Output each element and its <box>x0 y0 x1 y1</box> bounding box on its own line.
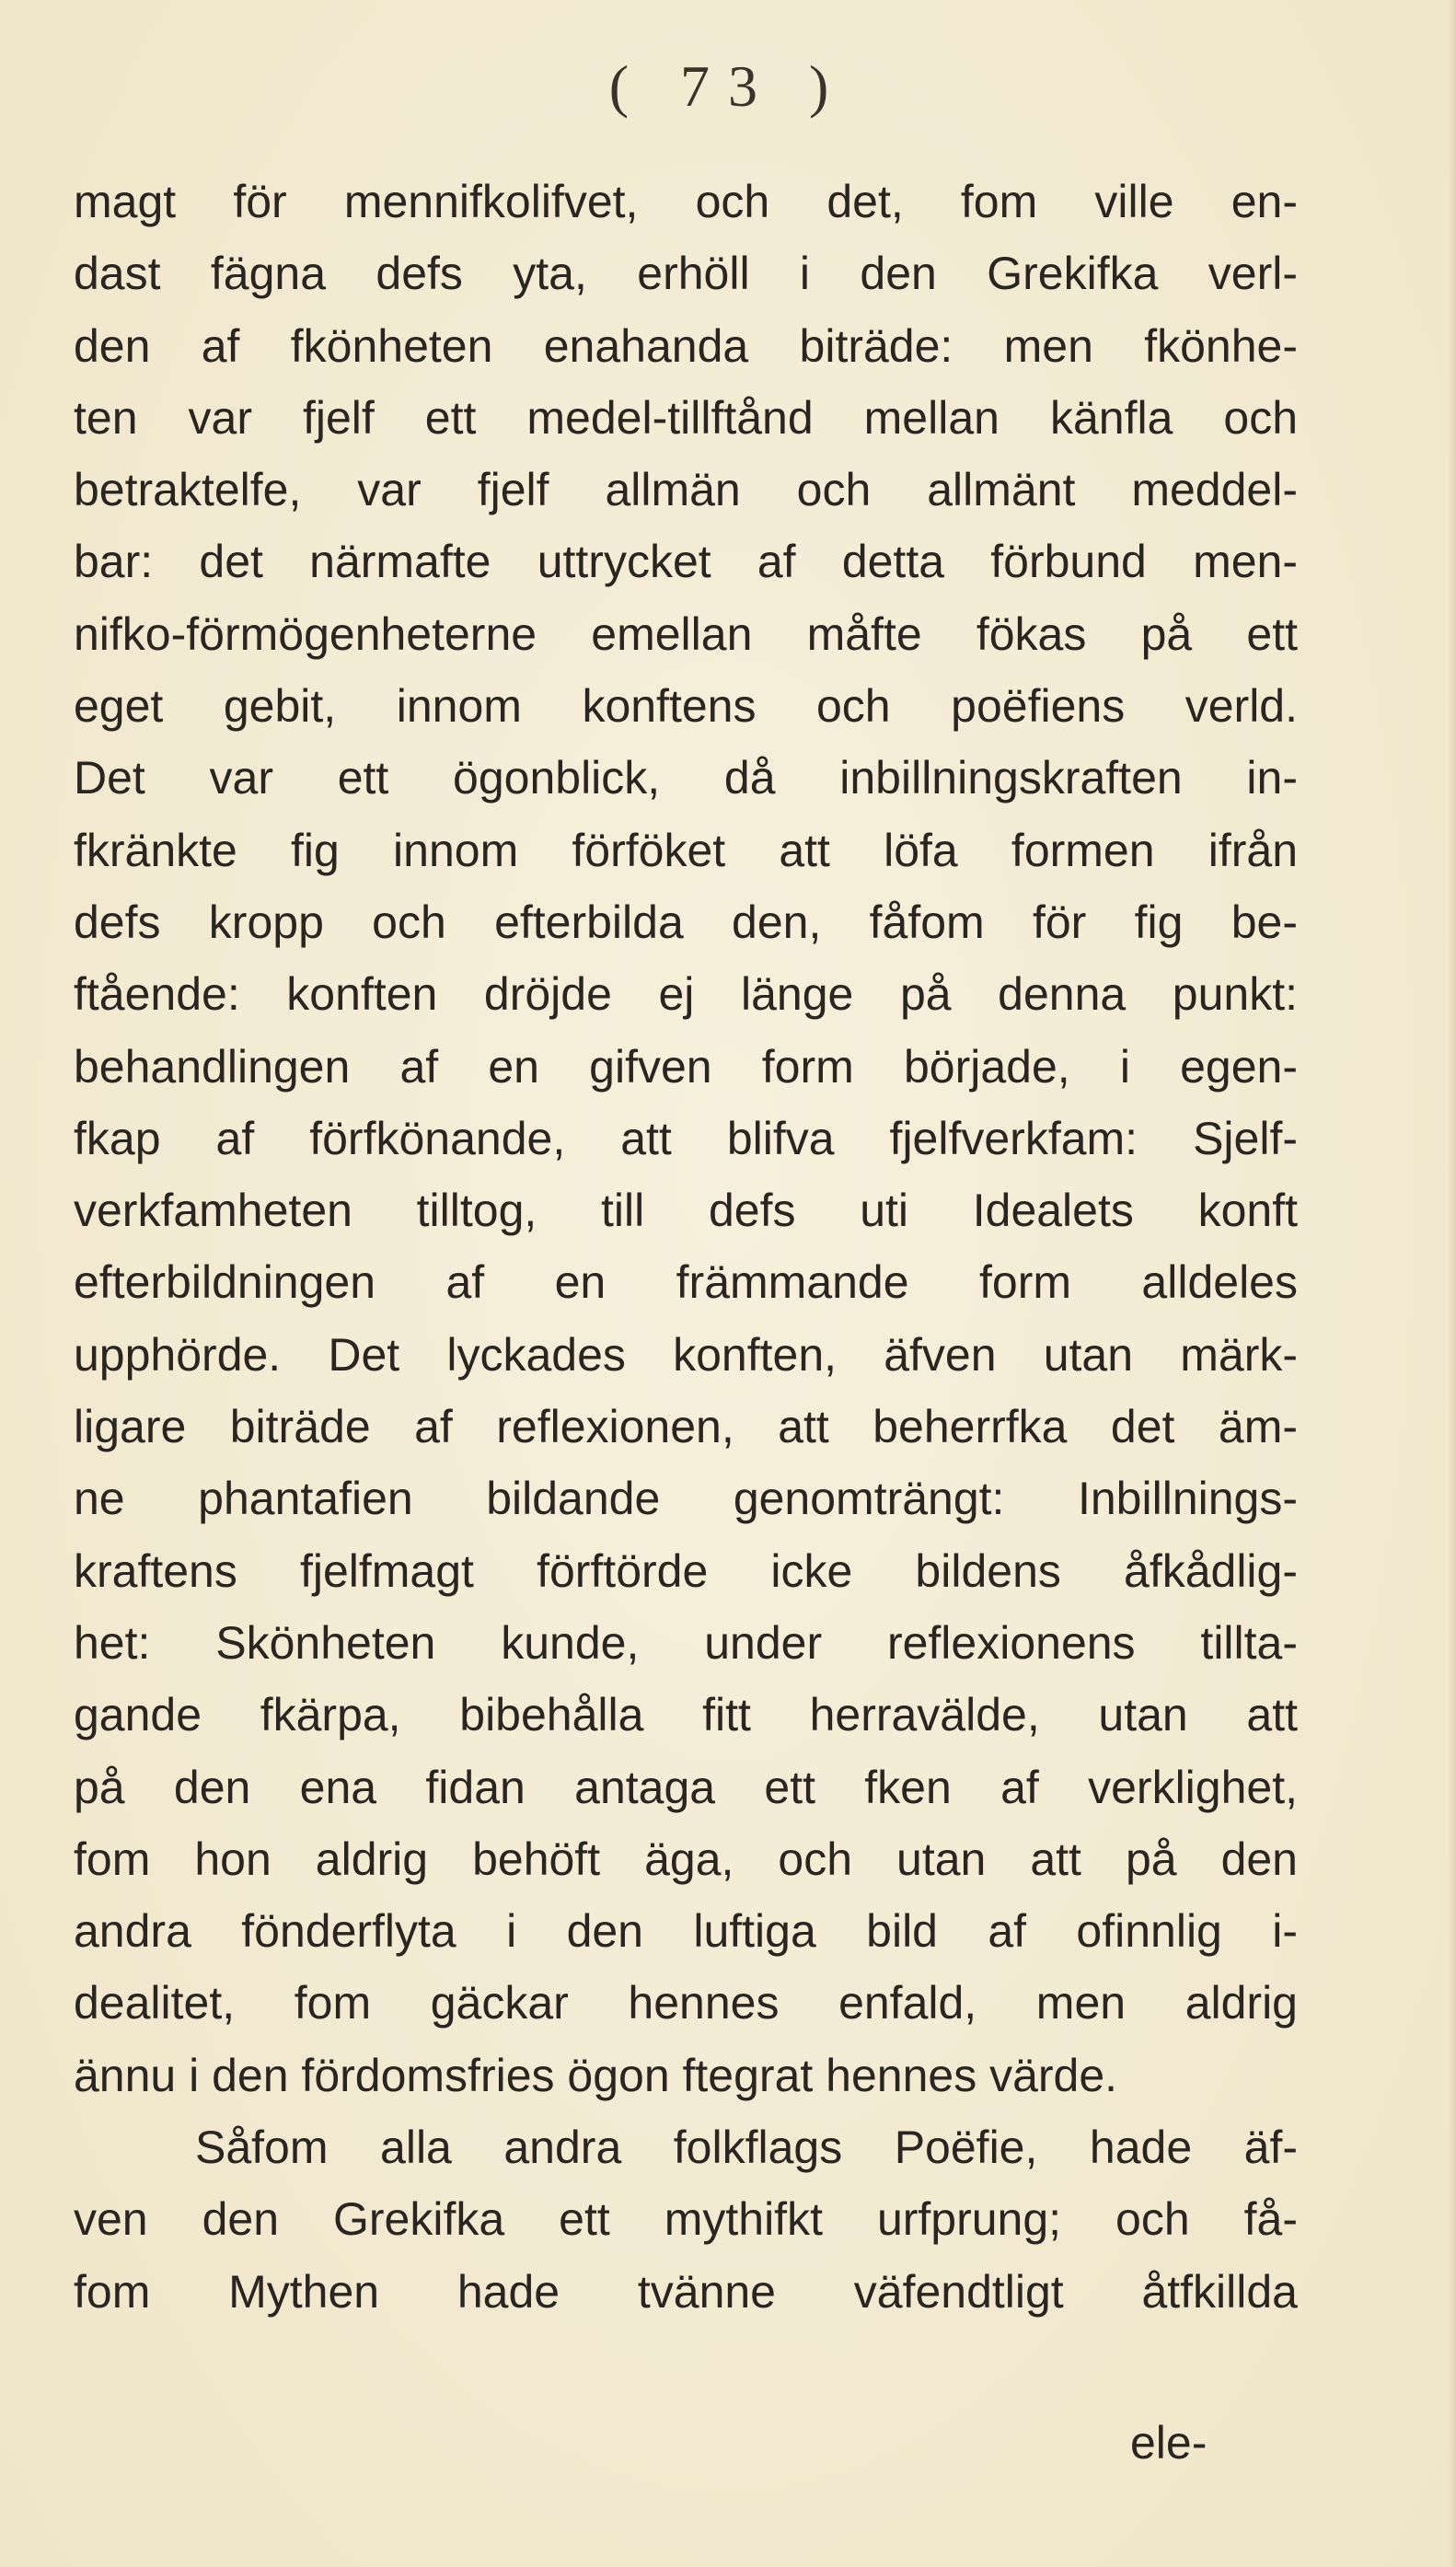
text-line: eget gebit, innom konftens och poëfiens verld. <box>74 680 1298 733</box>
text-line: betraktelfe, var fjelf allmän och allmänt meddel- <box>74 464 1298 516</box>
text-line: magt för mennifkolifvet, och det, fom ville en- <box>74 176 1298 227</box>
text-line: ven den Grekifka ett mythifkt urfprung; och få- <box>74 2193 1298 2246</box>
text-line: verkfamheten tilltog, till defs uti Idealets konft <box>74 1185 1298 1237</box>
text-line: ligare biträde af reflexionen, att beherrfka det äm- <box>74 1401 1298 1453</box>
text-line: nifko-förmögenheterne emellan måfte fökas på ett <box>74 607 1298 660</box>
body-text <box>74 166 1298 2328</box>
text-line: fkap af förfkönande, att blifva fjelfverkfam: Sjelf- <box>74 1112 1298 1164</box>
text-line: den af fkönheten enahanda biträde: men fkönhe- <box>74 319 1298 372</box>
text-line: på den ena fidan antaga ett fken af verklighet, <box>74 1761 1298 1813</box>
text-line: kraftens fjelfmagt förftörde icke bildens åfkådlig- <box>74 1544 1298 1597</box>
text-line: efterbildningen af en främmande form alldeles <box>74 1256 1298 1309</box>
text-line: Det var ett ögonblick, då inbillningskraften in- <box>74 752 1298 804</box>
text-line: dealitet, fom gäckar hennes enfald, men aldrig <box>74 1977 1298 2029</box>
text-line: ten var fjelf ett medel-tillftånd mellan känfla och <box>74 391 1298 444</box>
text-line: fom Mythen hade tvänne väfendtligt åtfkillda <box>74 2265 1298 2318</box>
text-line: het: Skönheten kunde, under reflexionens tillta- <box>74 1616 1298 1669</box>
page-edge <box>1449 0 1456 2567</box>
paragraph-start-line: Såfom alla andra folkflags Poëfie, hade äf- <box>195 2122 1298 2174</box>
text-line: fom hon aldrig behöft äga, och utan att på den <box>74 1833 1298 1885</box>
page-number: ( 73 ) <box>608 53 848 119</box>
text-line: dast fägna defs yta, erhöll i den Grekifka verl- <box>74 248 1298 300</box>
text-line: upphörde. Det lyckades konften, äfven utan märk- <box>74 1328 1298 1381</box>
text-line: bar: det närmafte uttrycket af detta förbund men- <box>74 536 1298 588</box>
text-line: fkränkte fig innom förföket att löfa formen ifrån <box>74 824 1298 876</box>
text-line: ne phantafien bildande genomträngt: Inbillnings- <box>74 1473 1298 1525</box>
text-line: defs kropp och efterbilda den, fåfom för fig be- <box>74 896 1298 948</box>
text-line: ftående: konften dröjde ej länge på denna punkt: <box>74 968 1298 1021</box>
paragraph-end-line: ännu i den fördomsfries ögon ftegrat hennes värde. <box>74 2049 1118 2101</box>
text-line: gande fkärpa, bibehålla fitt herravälde, utan att <box>74 1689 1298 1741</box>
catchword: ele- <box>1130 2417 1208 2469</box>
text-line: andra fönderflyta i den luftiga bild af ofinnlig i- <box>74 1905 1298 1958</box>
text-line: behandlingen af en gifven form började, i egen- <box>74 1040 1298 1093</box>
